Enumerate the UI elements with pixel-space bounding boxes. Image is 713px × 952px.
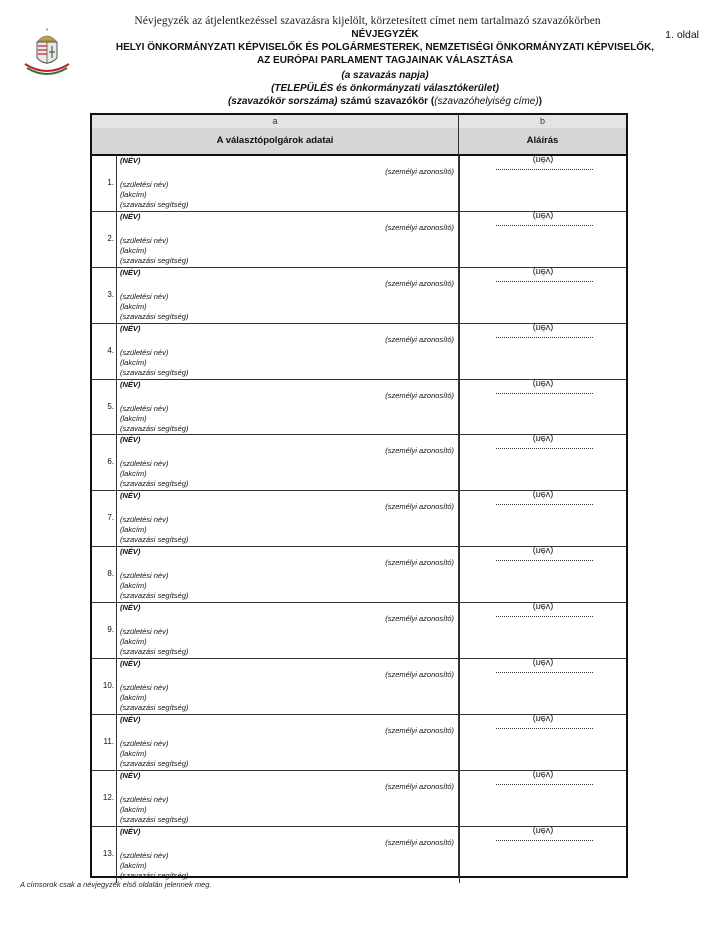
signature-cell[interactable]	[459, 212, 626, 267]
column-voter-data: A választópolgárok adatai	[216, 135, 334, 146]
name-field: (NÉV)	[120, 714, 141, 724]
voting-assistance-field: (szavazási segítség)	[120, 703, 189, 713]
row-number-cell	[92, 659, 117, 714]
polling-station-text: számú szavazókör (	[337, 96, 435, 107]
row-number-cell	[92, 380, 117, 435]
signature-line	[496, 337, 593, 338]
signature-line	[496, 281, 593, 282]
signature-name-label: (név)	[532, 378, 554, 389]
signature-line	[496, 225, 593, 226]
name-field: (NÉV)	[120, 211, 141, 221]
row-number-cell	[92, 268, 117, 323]
name-field: (NÉV)	[120, 491, 141, 501]
birth-name-field: (születési név)	[120, 627, 169, 637]
birth-name-field: (születési név)	[120, 738, 169, 748]
birth-name-field: (születési név)	[120, 850, 169, 860]
signature-cell[interactable]	[459, 491, 626, 546]
voter-data-cell	[117, 491, 458, 546]
personal-id-field: (személyi azonosító)	[385, 781, 454, 791]
address-field: (lakcím)	[120, 525, 147, 535]
address-field: (lakcím)	[120, 748, 147, 758]
heading-settlement: (TELEPÜLÉS és önkormányzati választókerület)	[271, 83, 499, 94]
signature-cell[interactable]	[459, 435, 626, 490]
name-field: (NÉV)	[120, 603, 141, 613]
table-row	[92, 435, 626, 491]
address-field: (lakcím)	[120, 804, 147, 814]
name-field: (NÉV)	[120, 659, 141, 669]
address-field: (lakcím)	[120, 190, 147, 199]
signature-name-label: (név)	[532, 266, 554, 277]
signature-cell[interactable]	[459, 156, 626, 211]
signature-line	[496, 393, 593, 394]
voter-data-cell	[117, 435, 458, 490]
signature-name-label: (név)	[532, 490, 554, 501]
row-number: 11.	[103, 736, 114, 746]
signature-cell[interactable]	[459, 268, 626, 323]
address-field: (lakcím)	[120, 301, 147, 311]
column-letter-b: b	[539, 116, 545, 126]
birth-name-field: (születési név)	[120, 515, 169, 525]
voting-assistance-field: (szavazási segítség)	[120, 200, 189, 209]
personal-id-field: (személyi azonosító)	[385, 837, 454, 847]
voting-assistance-field: (szavazási segítség)	[120, 591, 189, 601]
voter-data-cell	[117, 603, 458, 658]
signature-line	[496, 840, 593, 841]
heading-election-types: HELYI ÖNKORMÁNYZATI KÉPVISELŐK ÉS POLGÁRMESTEREK, NEMZETISÉGI ÖNKORMÁNYZATI KÉPVISELŐK,	[115, 42, 655, 53]
voting-assistance-field: (szavazási segítség)	[120, 311, 189, 321]
row-number-cell	[92, 212, 117, 267]
row-number-cell	[92, 324, 117, 379]
table-row	[92, 156, 626, 212]
row-number: 3.	[107, 289, 114, 299]
name-field: (NÉV)	[120, 435, 141, 445]
signature-cell[interactable]	[459, 547, 626, 602]
birth-name-field: (születési név)	[120, 459, 169, 469]
table-row	[92, 715, 626, 771]
birth-name-field: (születési név)	[120, 683, 169, 693]
signature-line	[496, 448, 593, 449]
row-number: 13.	[102, 848, 114, 858]
voting-assistance-field: (szavazási segítség)	[120, 647, 189, 657]
row-number-cell	[92, 827, 117, 883]
birth-name-field: (születési név)	[120, 794, 169, 804]
table-row	[92, 491, 626, 547]
birth-name-field: (születési név)	[120, 571, 169, 581]
signature-name-label: (név)	[532, 155, 554, 165]
voter-register-table	[90, 113, 628, 878]
table-row	[92, 827, 626, 883]
row-number: 5.	[107, 401, 114, 411]
heading-polling-station	[110, 96, 660, 107]
birth-name-field: (születési név)	[120, 403, 169, 413]
polling-station-close: )	[538, 96, 543, 107]
address-field: (lakcím)	[120, 245, 147, 255]
table-body	[92, 156, 626, 883]
row-number: 12.	[102, 792, 114, 802]
name-field: (NÉV)	[120, 826, 141, 836]
column-letter-header	[92, 115, 626, 129]
address-field: (lakcím)	[120, 860, 147, 870]
name-field: (NÉV)	[120, 547, 141, 557]
address-field: (lakcím)	[120, 413, 147, 423]
table-row	[92, 324, 626, 380]
signature-name-label: (név)	[532, 434, 554, 445]
signature-line	[496, 784, 593, 785]
row-number-cell	[92, 547, 117, 602]
row-number: 6.	[107, 457, 114, 467]
voter-data-cell	[117, 380, 458, 435]
voting-assistance-field: (szavazási segítség)	[120, 870, 189, 880]
signature-cell[interactable]	[459, 715, 626, 770]
personal-id-field: (személyi azonosító)	[385, 390, 454, 400]
birth-name-field: (születési név)	[120, 235, 169, 245]
address-field: (lakcím)	[120, 469, 147, 479]
signature-line	[496, 728, 593, 729]
table-row	[92, 771, 626, 827]
row-number-cell	[92, 603, 117, 658]
voting-assistance-field: (szavazási segítség)	[120, 479, 189, 489]
voter-data-cell	[117, 268, 458, 323]
signature-cell[interactable]	[459, 324, 626, 379]
signature-name-label: (név)	[532, 769, 554, 780]
voting-assistance-field: (szavazási segítség)	[120, 255, 189, 265]
voter-data-cell	[117, 659, 458, 714]
page-number: 1. oldal	[665, 29, 699, 41]
birth-name-field: (születési név)	[120, 180, 169, 189]
table-row	[92, 547, 626, 603]
personal-id-field: (személyi azonosító)	[385, 502, 454, 512]
name-field: (NÉV)	[120, 156, 141, 165]
personal-id-field: (személyi azonosító)	[385, 222, 454, 232]
signature-cell[interactable]	[459, 827, 626, 883]
column-signature: Aláírás	[526, 135, 559, 146]
signature-name-label: (név)	[532, 210, 554, 221]
personal-id-field: (személyi azonosító)	[385, 278, 454, 288]
column-name-header	[92, 128, 626, 156]
voting-assistance-field: (szavazási segítség)	[120, 758, 189, 768]
row-number: 10.	[102, 681, 114, 691]
document-type-title: Névjegyzék az átjelentkezéssel szavazásra kijelölt, körzetesített címet nem tartalmazó szavazókörben	[134, 15, 601, 27]
signature-name-label: (név)	[532, 825, 554, 836]
polling-station-address: (szavazóhelyiség címe)	[434, 96, 539, 107]
address-field: (lakcím)	[120, 581, 147, 591]
address-field: (lakcím)	[120, 357, 147, 367]
name-field: (NÉV)	[120, 770, 141, 780]
table-row	[92, 212, 626, 268]
signature-name-label: (név)	[532, 546, 554, 557]
row-number: 7.	[107, 513, 114, 523]
table-row	[92, 659, 626, 715]
signature-name-label: (név)	[532, 602, 554, 613]
hungarian-coat-of-arms-icon	[21, 28, 73, 80]
voter-data-cell	[117, 547, 458, 602]
address-field: (lakcím)	[120, 693, 147, 703]
signature-line	[496, 616, 593, 617]
row-number: 8.	[107, 569, 114, 579]
name-field: (NÉV)	[120, 267, 141, 277]
signature-cell[interactable]	[459, 659, 626, 714]
row-number: 9.	[107, 625, 114, 635]
signature-name-label: (név)	[532, 713, 554, 724]
row-number-cell	[92, 435, 117, 490]
voting-assistance-field: (szavazási segítség)	[120, 367, 189, 377]
signature-line	[496, 504, 593, 505]
table-row	[92, 268, 626, 324]
column-letter-a: a	[272, 116, 278, 126]
row-number-cell	[92, 771, 117, 826]
signature-cell[interactable]	[459, 771, 626, 826]
heading-election-date: (a szavazás napja)	[341, 70, 429, 81]
name-field: (NÉV)	[120, 323, 141, 333]
polling-station-number: (szavazókör sorszáma)	[227, 96, 338, 107]
row-number-cell	[92, 491, 117, 546]
personal-id-field: (személyi azonosító)	[385, 167, 454, 176]
heading-nevjegyzek: NÉVJEGYZÉK	[351, 29, 419, 40]
birth-name-field: (születési név)	[120, 347, 169, 357]
personal-id-field: (személyi azonosító)	[385, 558, 454, 568]
signature-cell[interactable]	[459, 380, 626, 435]
voting-assistance-field: (szavazási segítség)	[120, 814, 189, 824]
signature-line	[496, 560, 593, 561]
personal-id-field: (személyi azonosító)	[385, 334, 454, 344]
row-number: 1.	[107, 178, 114, 187]
birth-name-field: (születési név)	[120, 291, 169, 301]
address-field: (lakcím)	[120, 637, 147, 647]
row-number-cell	[92, 156, 117, 211]
personal-id-field: (személyi azonosító)	[385, 725, 454, 735]
voter-data-cell	[117, 156, 458, 211]
signature-line	[496, 169, 593, 170]
voting-assistance-field: (szavazási segítség)	[120, 535, 189, 545]
personal-id-field: (személyi azonosító)	[385, 670, 454, 680]
voter-data-cell	[117, 827, 458, 883]
name-field: (NÉV)	[120, 379, 141, 389]
signature-name-label: (név)	[532, 658, 554, 669]
row-number: 4.	[107, 345, 114, 355]
personal-id-field: (személyi azonosító)	[385, 614, 454, 624]
signature-line	[496, 672, 593, 673]
signature-cell[interactable]	[459, 603, 626, 658]
row-number: 2.	[107, 233, 114, 243]
voter-data-cell	[117, 771, 458, 826]
voting-assistance-field: (szavazási segítség)	[120, 423, 189, 433]
table-row	[92, 380, 626, 436]
voter-data-cell	[117, 324, 458, 379]
personal-id-field: (személyi azonosító)	[385, 446, 454, 456]
voter-data-cell	[117, 212, 458, 267]
row-number-cell	[92, 715, 117, 770]
table-row	[92, 603, 626, 659]
signature-name-label: (név)	[532, 322, 554, 333]
voter-data-cell	[117, 715, 458, 770]
heading-ep-election: AZ EURÓPAI PARLAMENT TAGJAINAK VÁLASZTÁSA	[256, 55, 514, 66]
footnote: A címsorok csak a névjegyzék első oldalán jelennek meg.	[20, 880, 212, 889]
